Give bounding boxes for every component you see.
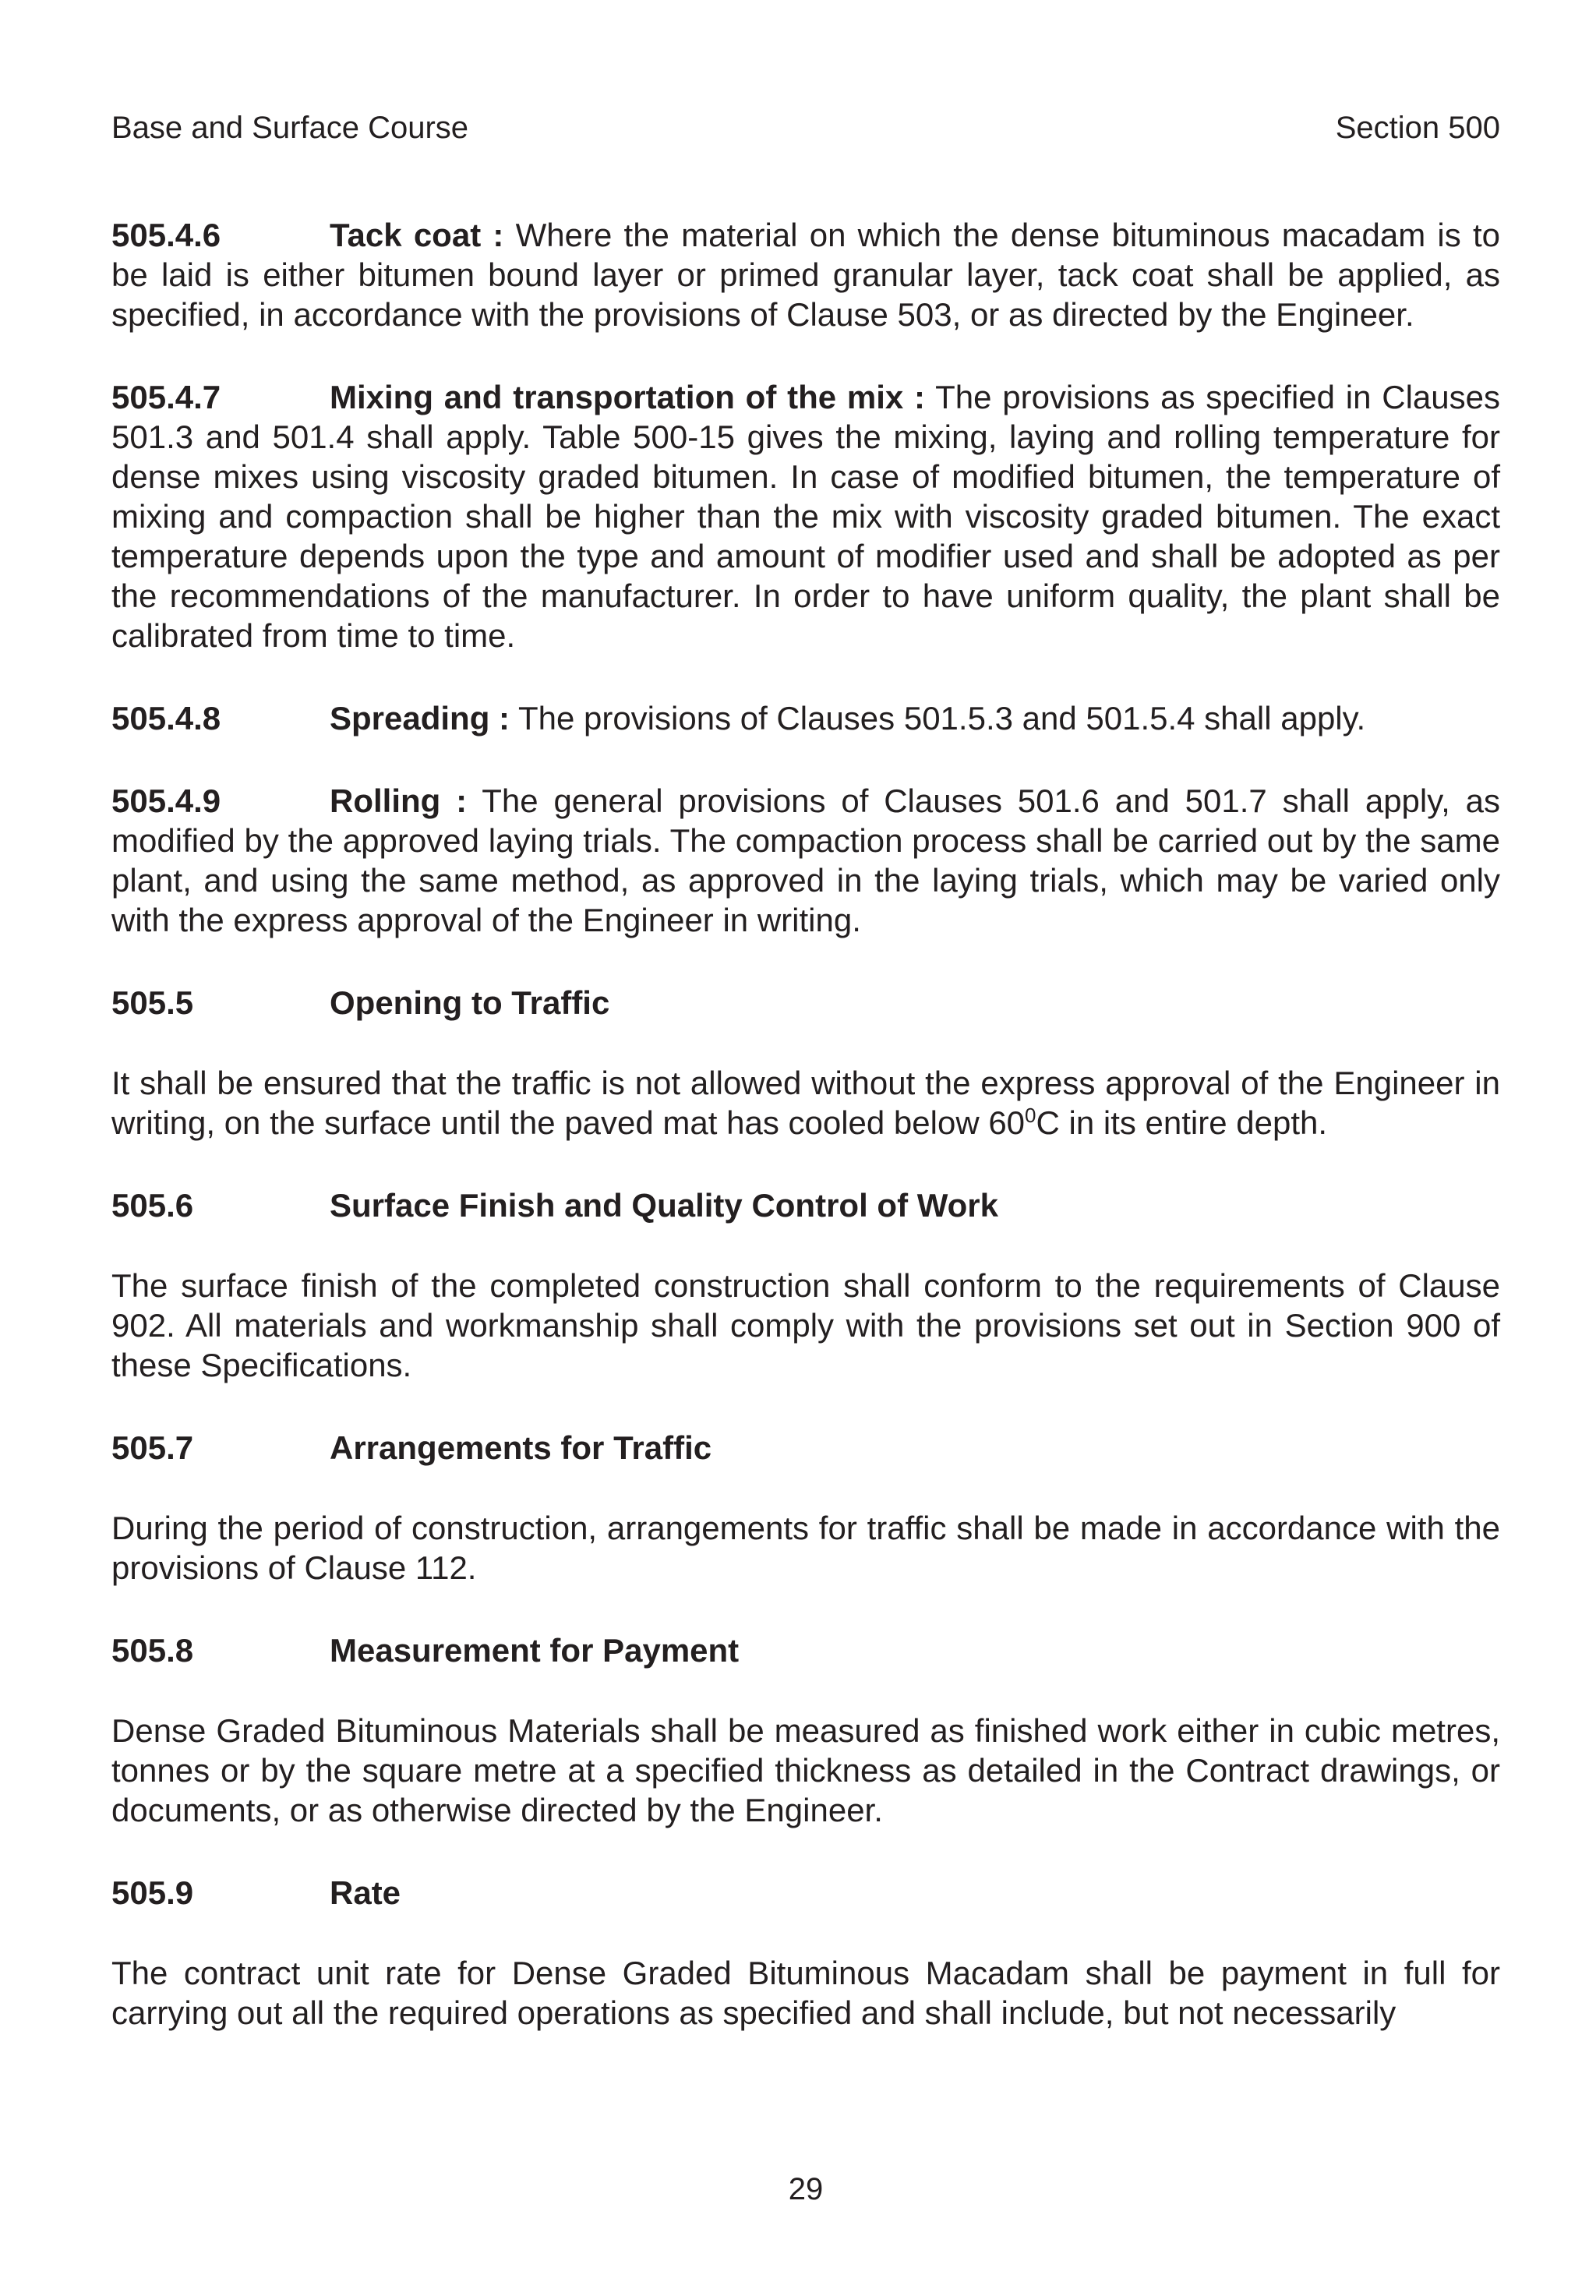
clause-number: 505.4.8 xyxy=(111,700,221,736)
page-number: 29 xyxy=(788,2172,824,2206)
clause-505-4-6 xyxy=(111,215,1500,334)
section-number: 505.7 xyxy=(111,1429,194,1466)
clause-text: The provisions as specified in Clauses 501.3 and 501.4 shall apply. Table 500-15 gives the mixing, laying and rolling temperature for dense mixes using viscosity graded bitumen. In case of modified bitumen, the temperature of mixing and compaction shall be higher than the mix with viscosity graded bitumen. The exact temperature depends upon the type and amount of modifier used and shall be adopted as per the recommendations of the manufacturer. In order to have uniform quality, the plant shall be calibrated from time to time. xyxy=(111,379,1500,654)
clause-number: 505.4.6 xyxy=(111,217,221,253)
header-chapter-title: Base and Surface Course xyxy=(111,111,469,145)
document-page xyxy=(111,0,1500,2296)
section-number: 505.8 xyxy=(111,1632,194,1669)
section-number: 505.5 xyxy=(111,984,194,1021)
page-body xyxy=(111,215,1500,2075)
section-heading-505-7 xyxy=(111,1428,1500,1468)
clause-text: Where the material on which the dense bituminous macadam is to be laid is either bitumen bound layer or primed granular layer, tack coat shall be applied, as specified, in accordance with the provisions of Clause 503, or as directed by the Engineer. xyxy=(111,217,1500,333)
section-title: Arrangements for Traffic xyxy=(330,1429,712,1466)
section-heading-505-5 xyxy=(111,983,1500,1023)
section-body-505-6: The surface finish of the completed construction shall conform to the requirements of Clause 902. All materials and workmanship shall comply with the provisions set out in Section 900 of these Specifications. xyxy=(111,1267,1500,1383)
clause-title: Spreading : xyxy=(330,700,510,736)
section-title: Rate xyxy=(330,1874,401,1911)
clause-number: 505.4.9 xyxy=(111,782,221,819)
section-number: 505.9 xyxy=(111,1874,194,1911)
clause-505-4-8 xyxy=(111,698,1500,738)
section-body-505-9: The contract unit rate for Dense Graded Bituminous Macadam shall be payment in full for carrying out all the required operations as specified and shall include, but not necessarily xyxy=(111,1955,1500,2031)
clause-title: Tack coat : xyxy=(330,217,504,253)
section-title: Opening to Traffic xyxy=(330,984,610,1021)
section-heading-505-9 xyxy=(111,1873,1500,1913)
section-heading-505-6 xyxy=(111,1185,1500,1225)
section-body-505-7: During the period of construction, arrangements for traffic shall be made in accordance with the provisions of Clause 112. xyxy=(111,1510,1500,1586)
superscript-degree: 0 xyxy=(1025,1104,1036,1127)
header-section-label: Section 500 xyxy=(1335,111,1500,145)
clause-505-4-9 xyxy=(111,781,1500,940)
section-text: It shall be ensured that the traffic is not allowed without the express approval of the Engineer in writing, on the surface until the paved mat has cooled below 60 xyxy=(111,1065,1500,1141)
clause-number: 505.4.7 xyxy=(111,379,221,415)
section-number: 505.6 xyxy=(111,1187,194,1224)
running-header xyxy=(111,109,1500,147)
section-title: Measurement for Payment xyxy=(330,1632,740,1669)
clause-title: Rolling : xyxy=(330,782,468,819)
clause-title: Mixing and transportation of the mix : xyxy=(330,379,926,415)
section-text-end: C in its entire depth. xyxy=(1036,1104,1328,1141)
clause-text: The provisions of Clauses 501.5.3 and 501.5.4 shall apply. xyxy=(510,700,1366,736)
section-body-505-5 xyxy=(111,1063,1500,1143)
section-body-505-8: Dense Graded Bituminous Materials shall be measured as finished work either in cubic metres, tonnes or by the square metre at a specified thickness as detailed in the Contract drawings, or documents, or as otherwise directed by the Engineer. xyxy=(111,1712,1500,1828)
clause-text: The general provisions of Clauses 501.6 and 501.7 shall apply, as modified by the approved laying trials. The compaction process shall be carried out by the same plant, and using the same method, as approved in the laying trials, which may be varied only with the express approval of the Engineer in writing. xyxy=(111,782,1500,938)
section-heading-505-8 xyxy=(111,1630,1500,1670)
clause-505-4-7 xyxy=(111,377,1500,655)
section-title: Surface Finish and Quality Control of Work xyxy=(330,1187,998,1224)
